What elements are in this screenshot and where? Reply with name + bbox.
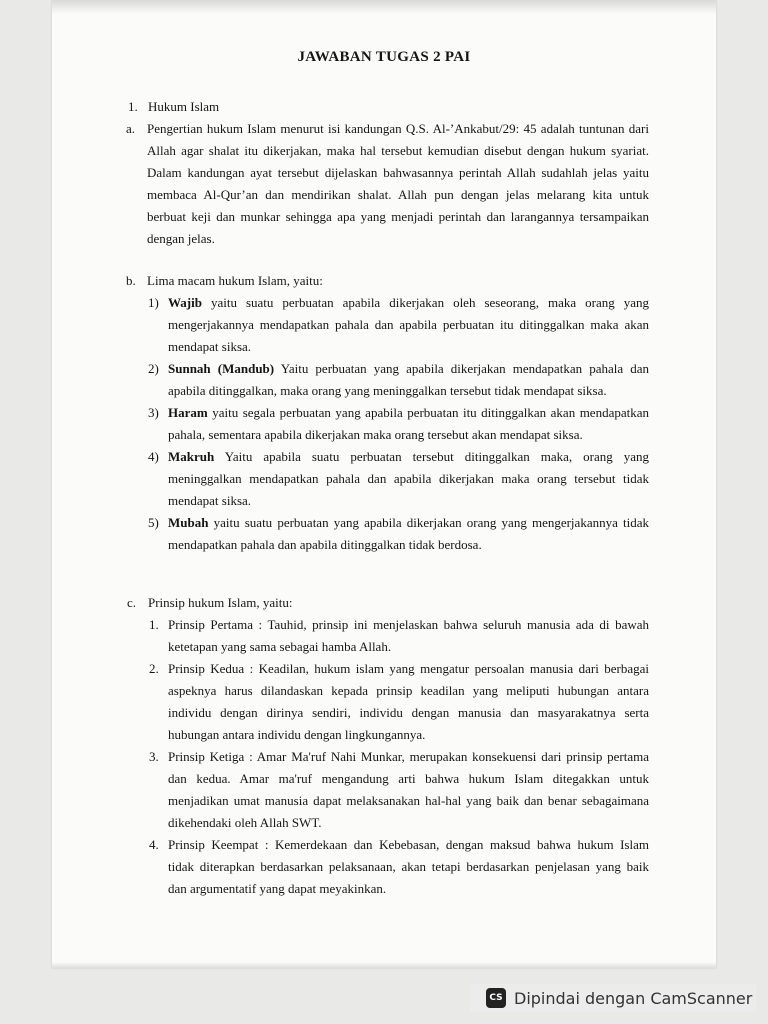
list-item-line: Prinsip Keempat : Kemerdekaan dan Kebebasan, dengan maksud bahwa hukum Islam	[168, 837, 649, 852]
list-item-marker: 1.	[149, 617, 159, 632]
list-item-marker: 2)	[148, 361, 159, 376]
term-haram: Haram	[168, 405, 208, 420]
list-item-line: mengerjakannya mendapatkan pahala dan apabila perbuatan itu ditinggalkan maka akan	[168, 317, 649, 332]
page-title: JAWABAN TUGAS 2 PAI	[297, 49, 471, 65]
list-item-marker: 3)	[148, 405, 159, 420]
section-c-heading: Prinsip hukum Islam, yaitu:	[148, 595, 293, 610]
section-1-number: 1.	[128, 99, 138, 114]
list-item-line: menjadikan umat manusia dapat melaksanakan hal-hal yang baik dan benar sebagaimana	[168, 793, 649, 808]
section-c-marker: c.	[127, 595, 137, 610]
list-item-line: Prinsip Ketiga : Amar Ma'ruf Nahi Munkar, merupakan konsekuensi dari prinsip pertama	[168, 749, 649, 764]
list-item-first-line: Makruh Yaitu apabila suatu perbuatan tersebut ditinggalkan maka, orang yang	[168, 449, 649, 464]
list-item-marker: 1)	[148, 295, 159, 310]
list-item-first-line: Mubah yaitu suatu perbuatan yang apabila dikerjakan orang yang mengerjakannya tidak	[168, 515, 649, 530]
watermark-text: Dipindai dengan CamScanner	[514, 988, 753, 1008]
list-item-line: dan argumentatif yang dapat meyakinkan.	[168, 881, 387, 896]
list-item-marker: 4)	[148, 449, 159, 464]
section-a-line: Dalam kandungan ayat tersebut dijelaskan bahwasannya perintah Allah sudahlah jelas yaitu	[147, 165, 649, 180]
list-item-line: hubungan antara individu dengan lingkungannya.	[168, 727, 426, 742]
scan-edge-bottom	[52, 962, 716, 968]
list-item-line: mendapatkan pahala dan apabila ditinggalkan tidak berdosa.	[168, 537, 482, 552]
section-1-heading: Hukum Islam	[148, 99, 220, 114]
list-item-line: meninggalkan mendapatkan pahala dan apabila dikerjakan maka orang tersebut tidak	[168, 471, 649, 486]
term-mubah: Mubah	[168, 515, 209, 530]
list-item-line: mendapat siksa.	[168, 339, 252, 354]
section-a-line: berbuat keji dan munkar sehingga apa yang menjadi perintah dan larangannya tersampaikan	[147, 209, 649, 224]
list-item-marker: 5)	[148, 515, 159, 530]
list-item-first-line: Wajib yaitu suatu perbuatan apabila dikerjakan oleh seseorang, maka orang yang	[168, 295, 649, 310]
term-makruh: Makruh	[168, 449, 215, 464]
list-item-first-line: Sunnah (Mandub) Yaitu perbuatan yang apabila dikerjakan mendapatkan pahala dan	[168, 361, 649, 376]
list-item-line: ketetapan yang sama sebagai hamba Allah.	[168, 639, 392, 654]
list-item-line: tidak diterapkan berdasarkan pelaksanaan, akan tetapi berdasarkan penjelasan yang baik	[168, 859, 649, 874]
camscanner-icon: CS	[486, 988, 506, 1008]
list-item-marker: 2.	[149, 661, 159, 676]
list-item-line: Prinsip Pertama : Tauhid, prinsip ini menjelaskan bahwa seluruh manusia ada di bawah	[168, 617, 649, 632]
section-a-line: dengan jelas.	[147, 231, 215, 246]
scanned-page	[52, 0, 716, 968]
list-item-line: apabila ditinggalkan, maka orang yang meninggalkan tersebut tidak mendapat siksa.	[168, 383, 607, 398]
section-a-line: Allah agar shalat itu dikerjakan, maka hal tersebut kemudian disebut dengan hukum syariat.	[147, 143, 649, 158]
list-item-line: Prinsip Kedua : Keadilan, hukum islam yang mengatur persoalan manusia dari berbagai	[168, 661, 649, 676]
section-a-line: Pengertian hukum Islam menurut isi kandungan Q.S. Al-’Ankabut/29: 45 adalah tuntunan dari	[147, 121, 649, 136]
list-item-marker: 3.	[149, 749, 159, 764]
list-item-line: aspeknya harus dilandaskan kepada prinsip keadilan yang meliputi hubungan antara	[168, 683, 649, 698]
list-item-marker: 4.	[149, 837, 159, 852]
term-wajib: Wajib	[168, 295, 202, 310]
section-a-marker: a.	[126, 121, 136, 136]
scan-edge-top	[52, 0, 716, 14]
list-item-line: individu dengan dirinya sendiri, individu dengan manusia dan masyarakatnya serta	[168, 705, 649, 720]
section-b-heading: Lima macam hukum Islam, yaitu:	[147, 273, 323, 288]
section-b-marker: b.	[126, 273, 136, 288]
list-item-line: pahala, sementara apabila dikerjakan maka orang tersebut akan mendapat siksa.	[168, 427, 583, 442]
list-item-line: dikehendaki oleh Allah SWT.	[168, 815, 322, 830]
camscanner-watermark	[470, 984, 756, 1012]
list-item-line: dan kedua. Amar ma'ruf mengandung arti bahwa hukum Islam ditegakkan untuk	[168, 771, 649, 786]
section-a-line: membaca Al-Qur’an dan mendirikan shalat. Allah pun dengan jelas melarang kita untuk	[147, 187, 649, 202]
term-sunnah: Sunnah (Mandub)	[168, 361, 275, 376]
list-item-line: mendapat siksa.	[168, 493, 252, 508]
list-item-first-line: Haram yaitu segala perbuatan yang apabila perbuatan itu ditinggalkan akan mendapatkan	[168, 405, 649, 420]
